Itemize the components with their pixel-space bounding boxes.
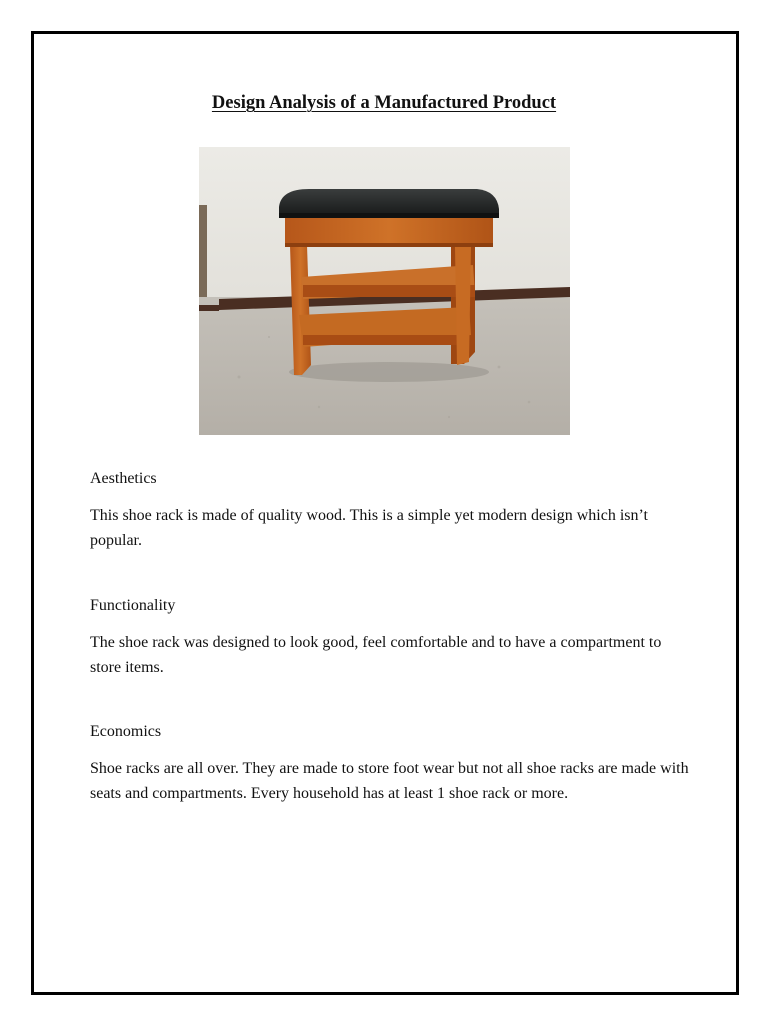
section-heading-economics: Economics — [90, 723, 162, 740]
section-body-economics: Shoe racks are all over. They are made to store foot wear but not all shoe racks are made with seats and compartments. Every household has at least 1 shoe rack or more. — [90, 760, 689, 802]
shoe-rack-photo — [199, 147, 570, 435]
page-title: Design Analysis of a Manufactured Product — [211, 93, 557, 113]
section-body-functionality: The shoe rack was designed to look good, feel comfortable and to have a compartment to store items. — [90, 634, 662, 676]
section-heading-aesthetics: Aesthetics — [90, 470, 157, 487]
section-body-aesthetics: This shoe rack is made of quality wood. This is a simple yet modern design which isn’t popular. — [90, 507, 648, 549]
section-heading-functionality: Functionality — [90, 597, 176, 614]
